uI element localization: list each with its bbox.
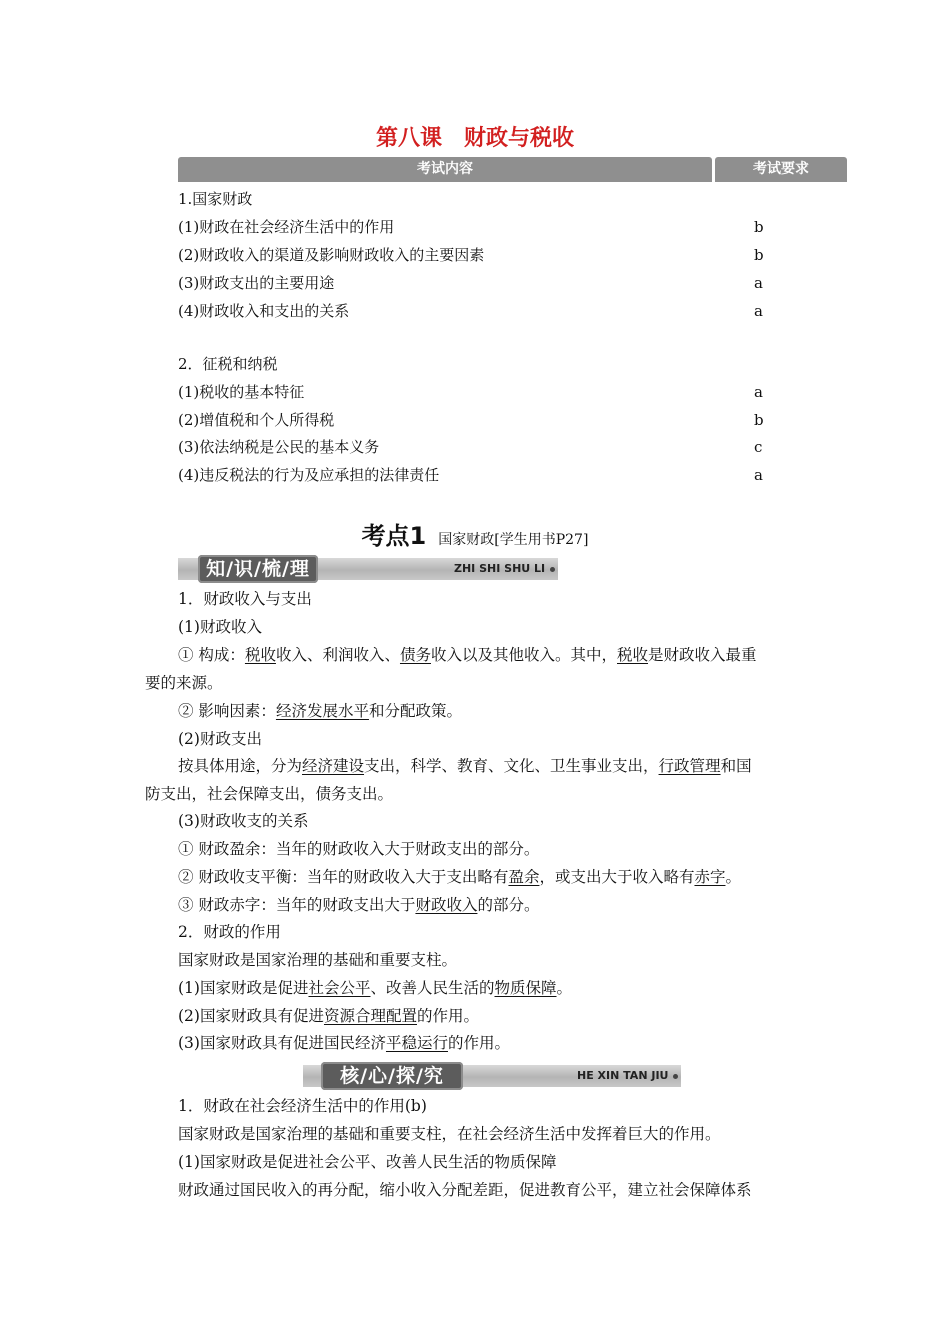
lesson-number: 第八课 (375, 126, 442, 151)
requirement-row: (3)依法纳税是公民的基本义务 c (178, 438, 763, 456)
paragraph: (2)国家财政具有促进资源合理配置的作用。 (178, 1007, 479, 1025)
requirement-row: 1.国家财政 (178, 190, 253, 208)
section-heading: 1．财政在社会经济生活中的作用(b) (178, 1097, 427, 1115)
banner-english: ZHI SHI SHU LI (454, 558, 555, 580)
requirement-row: 2．征税和纳税 (178, 355, 278, 373)
exam-content-header: 考试内容 (178, 157, 712, 182)
paragraph: 国家财政是国家治理的基础和重要支柱。 (178, 951, 458, 969)
requirement-row: (2)财政收入的渠道及影响财政收入的主要因素 b (178, 246, 764, 264)
section-heading: 1．财政收入与支出 (178, 590, 312, 608)
section-heading: 2．财政的作用 (178, 923, 281, 941)
lesson-title (0, 121, 950, 152)
paragraph: ① 构成：税收收入、利润收入、债务收入以及其他收入。其中，税收是财政收入最重 (178, 646, 757, 664)
paragraph: ② 影响因素：经济发展水平和分配政策。 (178, 702, 462, 720)
paragraph: 国家财政是国家治理的基础和重要支柱，在社会经济生活中发挥着巨大的作用。 (178, 1125, 721, 1143)
paragraph: 按具体用途，分为经济建设支出，科学、教育、文化、卫生事业支出，行政管理和国 (178, 757, 752, 775)
paragraph: ① 财政盈余：当年的财政收入大于财政支出的部分。 (178, 840, 540, 858)
exam-requirement-header: 考试要求 (715, 157, 847, 182)
sub-heading: (1)国家财政是促进社会公平、改善人民生活的物质保障 (178, 1153, 557, 1171)
paragraph: ② 财政收支平衡：当年的财政收入大于支出略有盈余，或支出大于收入略有赤字。 (178, 868, 741, 886)
lesson-name: 财政与税收 (464, 126, 575, 151)
dot-icon (550, 567, 555, 572)
paragraph: ③ 财政赤字：当年的财政支出大于财政收入的部分。 (178, 896, 540, 914)
paragraph: (3)国家财政具有促进国民经济平稳运行的作用。 (178, 1034, 510, 1052)
topic-label: 考点1 (361, 522, 427, 550)
banner-label: 知/识/梳/理 (198, 555, 318, 583)
core-inquiry-banner (303, 1065, 681, 1087)
requirement-row: (4)财政收入和支出的关系 a (178, 302, 763, 320)
requirement-row: (2)增值税和个人所得税 b (178, 411, 764, 429)
sub-heading: (3)财政收支的关系 (178, 812, 309, 830)
paragraph: 防支出，社会保障支出，债务支出。 (145, 785, 394, 803)
dot-icon (673, 1074, 678, 1079)
banner-label: 核/心/探/究 (321, 1062, 463, 1090)
banner-english: HE XIN TAN JIU (577, 1065, 678, 1087)
paragraph: 要的来源。 (145, 674, 223, 692)
requirement-row: (1)财政在社会经济生活中的作用 b (178, 218, 764, 236)
knowledge-review-banner (178, 558, 558, 580)
sub-heading: (1)财政收入 (178, 618, 262, 636)
requirement-row: (3)财政支出的主要用途 a (178, 274, 763, 292)
sub-heading: (2)财政支出 (178, 730, 262, 748)
requirement-row: (1)税收的基本特征 a (178, 383, 763, 401)
requirement-row: (4)违反税法的行为及应承担的法律责任 a (178, 466, 763, 484)
topic-heading (0, 516, 950, 551)
topic-title: 国家财政[学生用书P27] (438, 532, 589, 548)
paragraph: (1)国家财政是促进社会公平、改善人民生活的物质保障。 (178, 979, 573, 997)
paragraph: 财政通过国民收入的再分配，缩小收入分配差距，促进教育公平，建立社会保障体系 (178, 1181, 752, 1199)
